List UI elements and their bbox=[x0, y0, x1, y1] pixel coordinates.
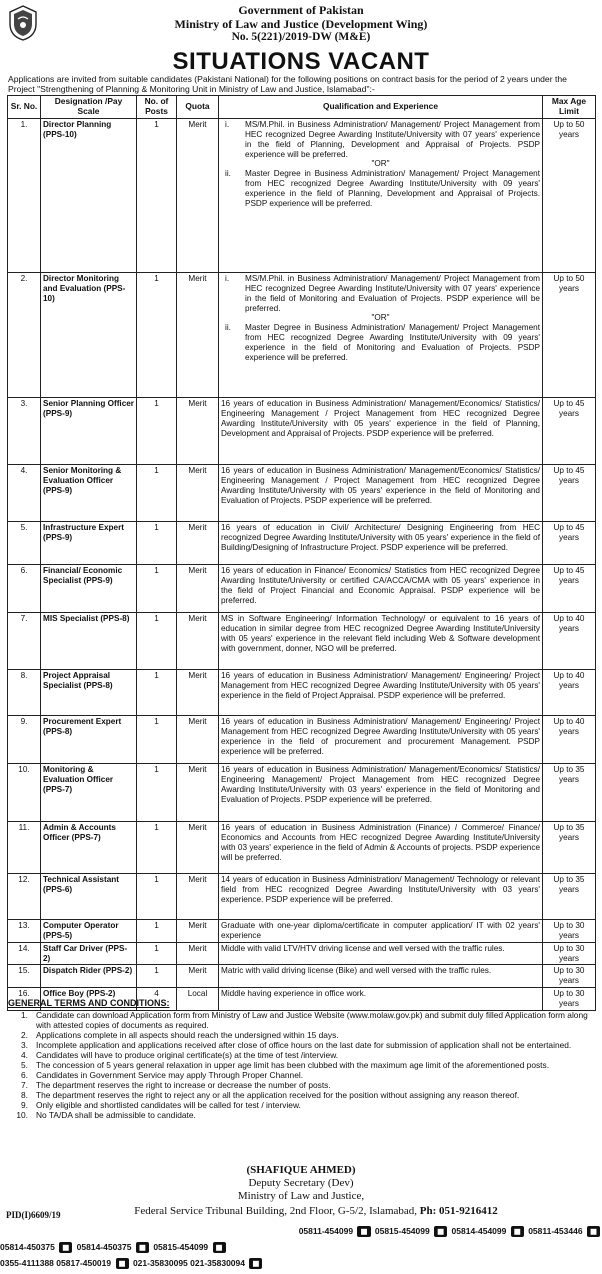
term-text: Applications complete in all aspects should reach the undersigned within 15 days. bbox=[36, 1030, 339, 1040]
list-item bbox=[8, 1110, 594, 1120]
ad-phone: 05814-450375 bbox=[0, 1242, 55, 1252]
table-row bbox=[8, 919, 596, 942]
sr-cell: 3. bbox=[8, 397, 41, 464]
qualification-cell: 16 years of education in Business Administration/ Management/Economics/ Statistics/ Engineering Management / Project Management from HEC recognized Degree Awarding Institute/University with 05 years' experience in the field of Monitoring and Evaluation of Projects. PSDP experience will be preferred. bbox=[219, 464, 543, 521]
quota-cell: Merit bbox=[177, 942, 219, 965]
table-row bbox=[8, 272, 596, 397]
option-number: ii. bbox=[225, 169, 231, 179]
table-row bbox=[8, 821, 596, 873]
table-header-row bbox=[8, 96, 596, 119]
sr-cell: 2. bbox=[8, 272, 41, 397]
term-text: The department reserves the right to increase or decrease the number of posts. bbox=[36, 1080, 331, 1090]
quota-cell: Merit bbox=[177, 873, 219, 919]
ad-office-label: ◼ bbox=[249, 1258, 262, 1269]
phone-number: Ph: 051-9216412 bbox=[419, 1205, 498, 1217]
ad-office-label: ◼ bbox=[434, 1226, 447, 1237]
option-text: MS/M.Phil. in Business Administration/ Management/ Project Management from HEC recognized Degree Awarding Institute/University with 07 years' experience in the field of Monitoring and Evaluation of Projects. PSDP experience will be preferred. bbox=[245, 273, 540, 313]
term-text: The department reserves the right to reject any or all the application received for the position without assigning any reason thereof. bbox=[36, 1090, 520, 1100]
list-item bbox=[8, 1050, 594, 1060]
quota-cell: Merit bbox=[177, 919, 219, 942]
sr-cell: 7. bbox=[8, 612, 41, 669]
office-address bbox=[96, 1205, 536, 1217]
sr-cell: 4. bbox=[8, 464, 41, 521]
column-header-designation: Designation /Pay Scale bbox=[41, 96, 137, 119]
option-text: MS/M.Phil. in Business Administration/ Management/ Project Management from HEC recognized Degree Awarding Institute/University with 07 years' experience in the field of Planning, Development and Appraisal of Projects. PSDP experience will be preferred. bbox=[245, 119, 540, 159]
qualification-cell: 14 years of education in Business Administration/ Management/ Technology or relevant field from HEC recognized Degree Awarding Institute/University with 03 years' experience. PSDP experience will be preferred. bbox=[219, 873, 543, 919]
qualification-cell: MS in Software Engineering/ Information Technology/ or equivalent to 16 years of education in similar degree from HEC recognized Degree Awarding Institute/University with 05 years' experience in the relevant field including Web & Software development with government, donner, NGO will be preferred. bbox=[219, 612, 543, 669]
designation-cell: Senior Monitoring & Evaluation Officer (PPS-9) bbox=[41, 464, 137, 521]
ad-office-label: ◼ bbox=[511, 1226, 524, 1237]
ad-phone: 05817-450019 bbox=[56, 1258, 112, 1268]
sr-cell: 15. bbox=[8, 965, 41, 988]
qualification-cell: 16 years of education in Business Administration (Finance) / Commerce/ Finance/ Economics and Accounts from HEC recognized Degree Awarding Institute/University with 03 years' experience in the field of Admin & Accounts of projects. PSDP experience will be preferred. bbox=[219, 821, 543, 873]
qualification-cell: 16 years of education in Business Administration/ Management/ Engineering/ Project Management from HEC recognized Degree Awarding Institute/University with 05 years' experience in the field of procurement and procurement Management. PSDP experience will be preferred. bbox=[219, 715, 543, 763]
age-cell: Up to 40 years bbox=[543, 715, 596, 763]
list-item bbox=[8, 1040, 594, 1050]
government-heading: Government of Pakistan bbox=[238, 3, 364, 17]
posts-cell: 1 bbox=[137, 873, 177, 919]
term-text: The concession of 5 years general relaxation in upper age limit has been clubbed with the maximum age limit of the aforementioned posts. bbox=[36, 1060, 550, 1070]
quota-cell: Merit bbox=[177, 965, 219, 988]
table-row bbox=[8, 118, 596, 272]
sr-cell: 12. bbox=[8, 873, 41, 919]
ad-phone: 021-35830095 bbox=[132, 1258, 188, 1268]
column-header-sr: Sr. No. bbox=[8, 96, 41, 119]
quota-cell: Merit bbox=[177, 397, 219, 464]
term-text: No TA/DA shall be admissible to candidate. bbox=[36, 1110, 196, 1120]
qualification-cell: 16 years of education in Finance/ Economics/ Statistics from HEC recognized Degree Awarding Institute/University or certified CA/ACCA/CMA with 05 years' experience in the field of Project Financial and Economic Appraisal. PSDP experience will be preferred. bbox=[219, 564, 543, 612]
ad-phone: 021-35830094 bbox=[190, 1258, 245, 1268]
table-row bbox=[8, 397, 596, 464]
ad-phone: 05814-454099 bbox=[451, 1226, 507, 1236]
sr-cell: 5. bbox=[8, 521, 41, 564]
posts-cell: 1 bbox=[137, 521, 177, 564]
sr-cell: 1. bbox=[8, 118, 41, 272]
posts-cell: 1 bbox=[137, 919, 177, 942]
quota-cell: Merit bbox=[177, 272, 219, 397]
term-number: 6. bbox=[21, 1070, 28, 1080]
term-number: 4. bbox=[21, 1050, 28, 1060]
table-row bbox=[8, 564, 596, 612]
designation-cell: Project Appraisal Specialist (PPS-8) bbox=[41, 669, 137, 715]
designation-cell: MIS Specialist (PPS-8) bbox=[41, 612, 137, 669]
designation-cell: Admin & Accounts Officer (PPS-7) bbox=[41, 821, 137, 873]
table-row bbox=[8, 873, 596, 919]
signatory-name: (SHAFIQUE AHMED) bbox=[246, 1164, 356, 1176]
column-header-quota: Quota bbox=[177, 96, 219, 119]
term-text: Incomplete application and applications received after close of office hours on the last date for submission of application shall not be entertained. bbox=[36, 1040, 572, 1050]
designation-cell: Dispatch Rider (PPS-2) bbox=[41, 965, 137, 988]
qualification-cell: Middle having experience in office work. bbox=[219, 988, 543, 1011]
quota-cell: Merit bbox=[177, 715, 219, 763]
term-text: Candidate can download Application form from Ministry of Law and Justice Website (www.molaw.gov.pk) and submit duly filled Application form along with attested copies of documents as required. bbox=[36, 1010, 588, 1030]
posts-cell: 1 bbox=[137, 612, 177, 669]
qualification-cell bbox=[219, 118, 543, 272]
age-cell: Up to 45 years bbox=[543, 564, 596, 612]
age-cell: Up to 40 years bbox=[543, 612, 596, 669]
intro-paragraph: Applications are invited from suitable candidates (Pakistani National) for the following positions on contract basis for the period of 2 years under the Project "Strengthening of Planning & Monitoring Unit in Ministry of Law and Justice, Islamabad":- bbox=[8, 74, 567, 94]
ad-strip-row bbox=[0, 1242, 602, 1257]
designation-cell: Financial/ Economic Specialist (PPS-9) bbox=[41, 564, 137, 612]
ad-office-label: ◼ bbox=[357, 1226, 370, 1237]
pid-number: PID(I)6609/19 bbox=[6, 1210, 61, 1220]
qualification-option bbox=[221, 323, 540, 363]
list-item bbox=[8, 1100, 594, 1110]
term-number: 9. bbox=[21, 1100, 28, 1110]
list-item bbox=[8, 1090, 594, 1100]
list-item bbox=[8, 1070, 594, 1080]
option-number: i. bbox=[225, 119, 230, 129]
posts-cell: 1 bbox=[137, 564, 177, 612]
qualification-option bbox=[221, 169, 540, 209]
posts-cell: 1 bbox=[137, 965, 177, 988]
signature-block bbox=[0, 1164, 602, 1203]
quota-cell: Merit bbox=[177, 763, 219, 821]
designation-cell: Monitoring & Evaluation Officer (PPS-7) bbox=[41, 763, 137, 821]
or-separator: "OR" bbox=[371, 159, 390, 169]
age-cell: Up to 40 years bbox=[543, 669, 596, 715]
option-number: ii. bbox=[225, 323, 231, 333]
designation-cell: Director Monitoring and Evaluation (PPS-10) bbox=[41, 272, 137, 397]
designation-cell: Director Planning (PPS-10) bbox=[41, 118, 137, 272]
ad-office-label: ◼ bbox=[213, 1242, 226, 1253]
positions-table bbox=[7, 95, 596, 1011]
quota-cell: Merit bbox=[177, 521, 219, 564]
quota-cell: Merit bbox=[177, 612, 219, 669]
or-separator: "OR" bbox=[371, 313, 390, 323]
posts-cell: 1 bbox=[137, 821, 177, 873]
age-cell: Up to 50 years bbox=[543, 118, 596, 272]
column-header-qualification: Qualification and Experience bbox=[219, 96, 543, 119]
sr-cell: 10. bbox=[8, 763, 41, 821]
table-row bbox=[8, 763, 596, 821]
table-row bbox=[8, 612, 596, 669]
ad-phone: 0355-4111388 bbox=[0, 1258, 54, 1268]
ad-phone: 05814-450375 bbox=[76, 1242, 132, 1252]
age-cell: Up to 30 years bbox=[543, 988, 596, 1011]
quota-cell: Merit bbox=[177, 821, 219, 873]
designation-cell: Procurement Expert (PPS-8) bbox=[41, 715, 137, 763]
age-cell: Up to 30 years bbox=[543, 942, 596, 965]
ad-office-label: ◼ bbox=[136, 1242, 149, 1253]
terms-heading: GENERAL TERMS AND CONDITIONS: bbox=[8, 998, 170, 1008]
sr-cell: 16. bbox=[8, 988, 41, 1011]
quota-cell: Merit bbox=[177, 564, 219, 612]
term-text: Candidates in Government Service may apply Through Proper Channel. bbox=[36, 1070, 304, 1080]
ad-strip-row bbox=[0, 1258, 602, 1273]
reference-number: No. 5(221)/2019-DW (M&E) bbox=[231, 31, 371, 43]
term-number: 7. bbox=[21, 1080, 28, 1090]
age-cell: Up to 45 years bbox=[543, 464, 596, 521]
term-number: 3. bbox=[21, 1040, 28, 1050]
sr-cell: 14. bbox=[8, 942, 41, 965]
posts-cell: 1 bbox=[137, 118, 177, 272]
ad-office-label: ◼ bbox=[59, 1242, 72, 1253]
age-cell: Up to 35 years bbox=[543, 763, 596, 821]
posts-cell: 1 bbox=[137, 942, 177, 965]
terms-list bbox=[8, 1010, 594, 1120]
table-row bbox=[8, 669, 596, 715]
qualification-option bbox=[221, 274, 540, 314]
quota-cell: Merit bbox=[177, 464, 219, 521]
ad-strip-row bbox=[0, 1226, 602, 1241]
list-item bbox=[8, 1010, 594, 1030]
ad-phone: 05815-454099 bbox=[374, 1226, 430, 1236]
ad-phone: 05815-454099 bbox=[153, 1242, 209, 1252]
table-row bbox=[8, 464, 596, 521]
column-header-age: Max Age Limit bbox=[543, 96, 596, 119]
quota-cell: Merit bbox=[177, 118, 219, 272]
designation-cell: Technical Assistant (PPS-6) bbox=[41, 873, 137, 919]
designation-cell: Senior Planning Officer (PPS-9) bbox=[41, 397, 137, 464]
address-text: Federal Service Tribunal Building, 2nd Floor, G-5/2, Islamabad, bbox=[134, 1205, 418, 1217]
ad-office-label: ◼ bbox=[587, 1226, 600, 1237]
age-cell: Up to 45 years bbox=[543, 397, 596, 464]
ad-phone: 05811-454099 bbox=[298, 1226, 354, 1236]
ad-phone: 05811-453446 bbox=[528, 1226, 583, 1236]
posts-cell: 1 bbox=[137, 669, 177, 715]
posts-cell: 1 bbox=[137, 397, 177, 464]
term-text: Candidates will have to produce original certificate(s) at the time of test /interview. bbox=[36, 1050, 339, 1060]
term-number: 8. bbox=[21, 1090, 28, 1100]
sr-cell: 6. bbox=[8, 564, 41, 612]
posts-cell: 4 bbox=[137, 988, 177, 1011]
table-row bbox=[8, 965, 596, 988]
signatory-ministry: Ministry of Law and Justice, bbox=[237, 1190, 365, 1202]
table-row bbox=[8, 715, 596, 763]
quota-cell: Local bbox=[177, 988, 219, 1011]
designation-cell: Staff Car Driver (PPS-2) bbox=[41, 942, 137, 965]
term-number: 10. bbox=[16, 1110, 28, 1120]
qualification-cell: 16 years of education in Business Administration/ Management/Economics/ Statistics/ Engineering Management / Project Management from HEC recognized Degree Awarding Institute/University with 05 years' experience in the field of Planning, Development and Appraisal of Projects. PSDP experience will be preferred. bbox=[219, 397, 543, 464]
page-title: SITUATIONS VACANT bbox=[172, 48, 430, 75]
sr-cell: 11. bbox=[8, 821, 41, 873]
age-cell: Up to 35 years bbox=[543, 873, 596, 919]
list-item bbox=[8, 1080, 594, 1090]
age-cell: Up to 35 years bbox=[543, 821, 596, 873]
posts-cell: 1 bbox=[137, 763, 177, 821]
table-row bbox=[8, 942, 596, 965]
designation-cell: Infrastructure Expert (PPS-9) bbox=[41, 521, 137, 564]
age-cell: Up to 50 years bbox=[543, 272, 596, 397]
sr-cell: 13. bbox=[8, 919, 41, 942]
list-item bbox=[8, 1060, 594, 1070]
age-cell: Up to 30 years bbox=[543, 919, 596, 942]
qualification-cell: Middle with valid LTV/HTV driving license and well versed with the traffic rules. bbox=[219, 942, 543, 965]
term-number: 2. bbox=[21, 1030, 28, 1040]
quota-cell: Merit bbox=[177, 669, 219, 715]
term-number: 1. bbox=[21, 1010, 28, 1020]
table-row bbox=[8, 521, 596, 564]
posts-cell: 1 bbox=[137, 272, 177, 397]
ad-office-label: ◼ bbox=[116, 1258, 129, 1269]
signatory-designation: Deputy Secretary (Dev) bbox=[248, 1177, 354, 1189]
qualification-cell: 16 years of education in Civil/ Architecture/ Designing Engineering from HEC recognized Degree Awarding Institute/University with 05 years' experience in the field of Building/Designing of Infrastructure Project. PSDP experience will be preferred. bbox=[219, 521, 543, 564]
posts-cell: 1 bbox=[137, 464, 177, 521]
qualification-cell bbox=[219, 272, 543, 397]
designation-cell: Computer Operator (PPS-5) bbox=[41, 919, 137, 942]
qualification-cell: 16 years of education in Business Administration/ Management/ Engineering/ Project Management from HEC recognized Degree Awarding Institute/University with 05 years' experience in the field of Project Appraisal. PSDP experience will be preferred. bbox=[219, 669, 543, 715]
list-item bbox=[8, 1030, 594, 1040]
qualification-option bbox=[221, 120, 540, 160]
option-text: Master Degree in Business Administration/ Management/ Project Management from HEC recognized Degree Awarding Institute/University with 09 years' experience in the field of Planning, Development and Appraisal of Projects. PSDP experience will be preferred. bbox=[245, 169, 540, 209]
term-text: Only eligible and shortlisted candidates will be called for test / interview. bbox=[36, 1100, 301, 1110]
column-header-posts: No. of Posts bbox=[137, 96, 177, 119]
option-text: Master Degree in Business Administration/ Management/ Project Management from HEC recognized Degree Awarding Institute/University with 09 years' experience in the field of Monitoring and Evaluation of Projects. PSDP experience will be preferred. bbox=[245, 323, 540, 363]
posts-cell: 1 bbox=[137, 715, 177, 763]
qualification-cell: Matric with valid driving license (Bike) and well versed with the traffic rules. bbox=[219, 965, 543, 988]
qualification-cell: Graduate with one-year diploma/certificate in computer application/ IT with 02 years' experience bbox=[219, 919, 543, 942]
ministry-heading: Ministry of Law and Justice (Development Wing) bbox=[174, 17, 428, 31]
sr-cell: 9. bbox=[8, 715, 41, 763]
designation-cell: Office Boy (PPS-2) bbox=[41, 988, 137, 1011]
age-cell: Up to 45 years bbox=[543, 521, 596, 564]
age-cell: Up to 30 years bbox=[543, 965, 596, 988]
term-number: 5. bbox=[21, 1060, 28, 1070]
ad-agency-strip bbox=[0, 1226, 602, 1274]
sr-cell: 8. bbox=[8, 669, 41, 715]
qualification-cell: 16 years of education in Business Administration/ Management/Economics/ Statistics/ Engineering Management/ Project Management from HEC recognized Degree Awarding Institute/University with 03 years' experience in the field of Monitoring and Evaluation of Projects. PSDP experience will be preferred. bbox=[219, 763, 543, 821]
option-number: i. bbox=[225, 273, 230, 283]
